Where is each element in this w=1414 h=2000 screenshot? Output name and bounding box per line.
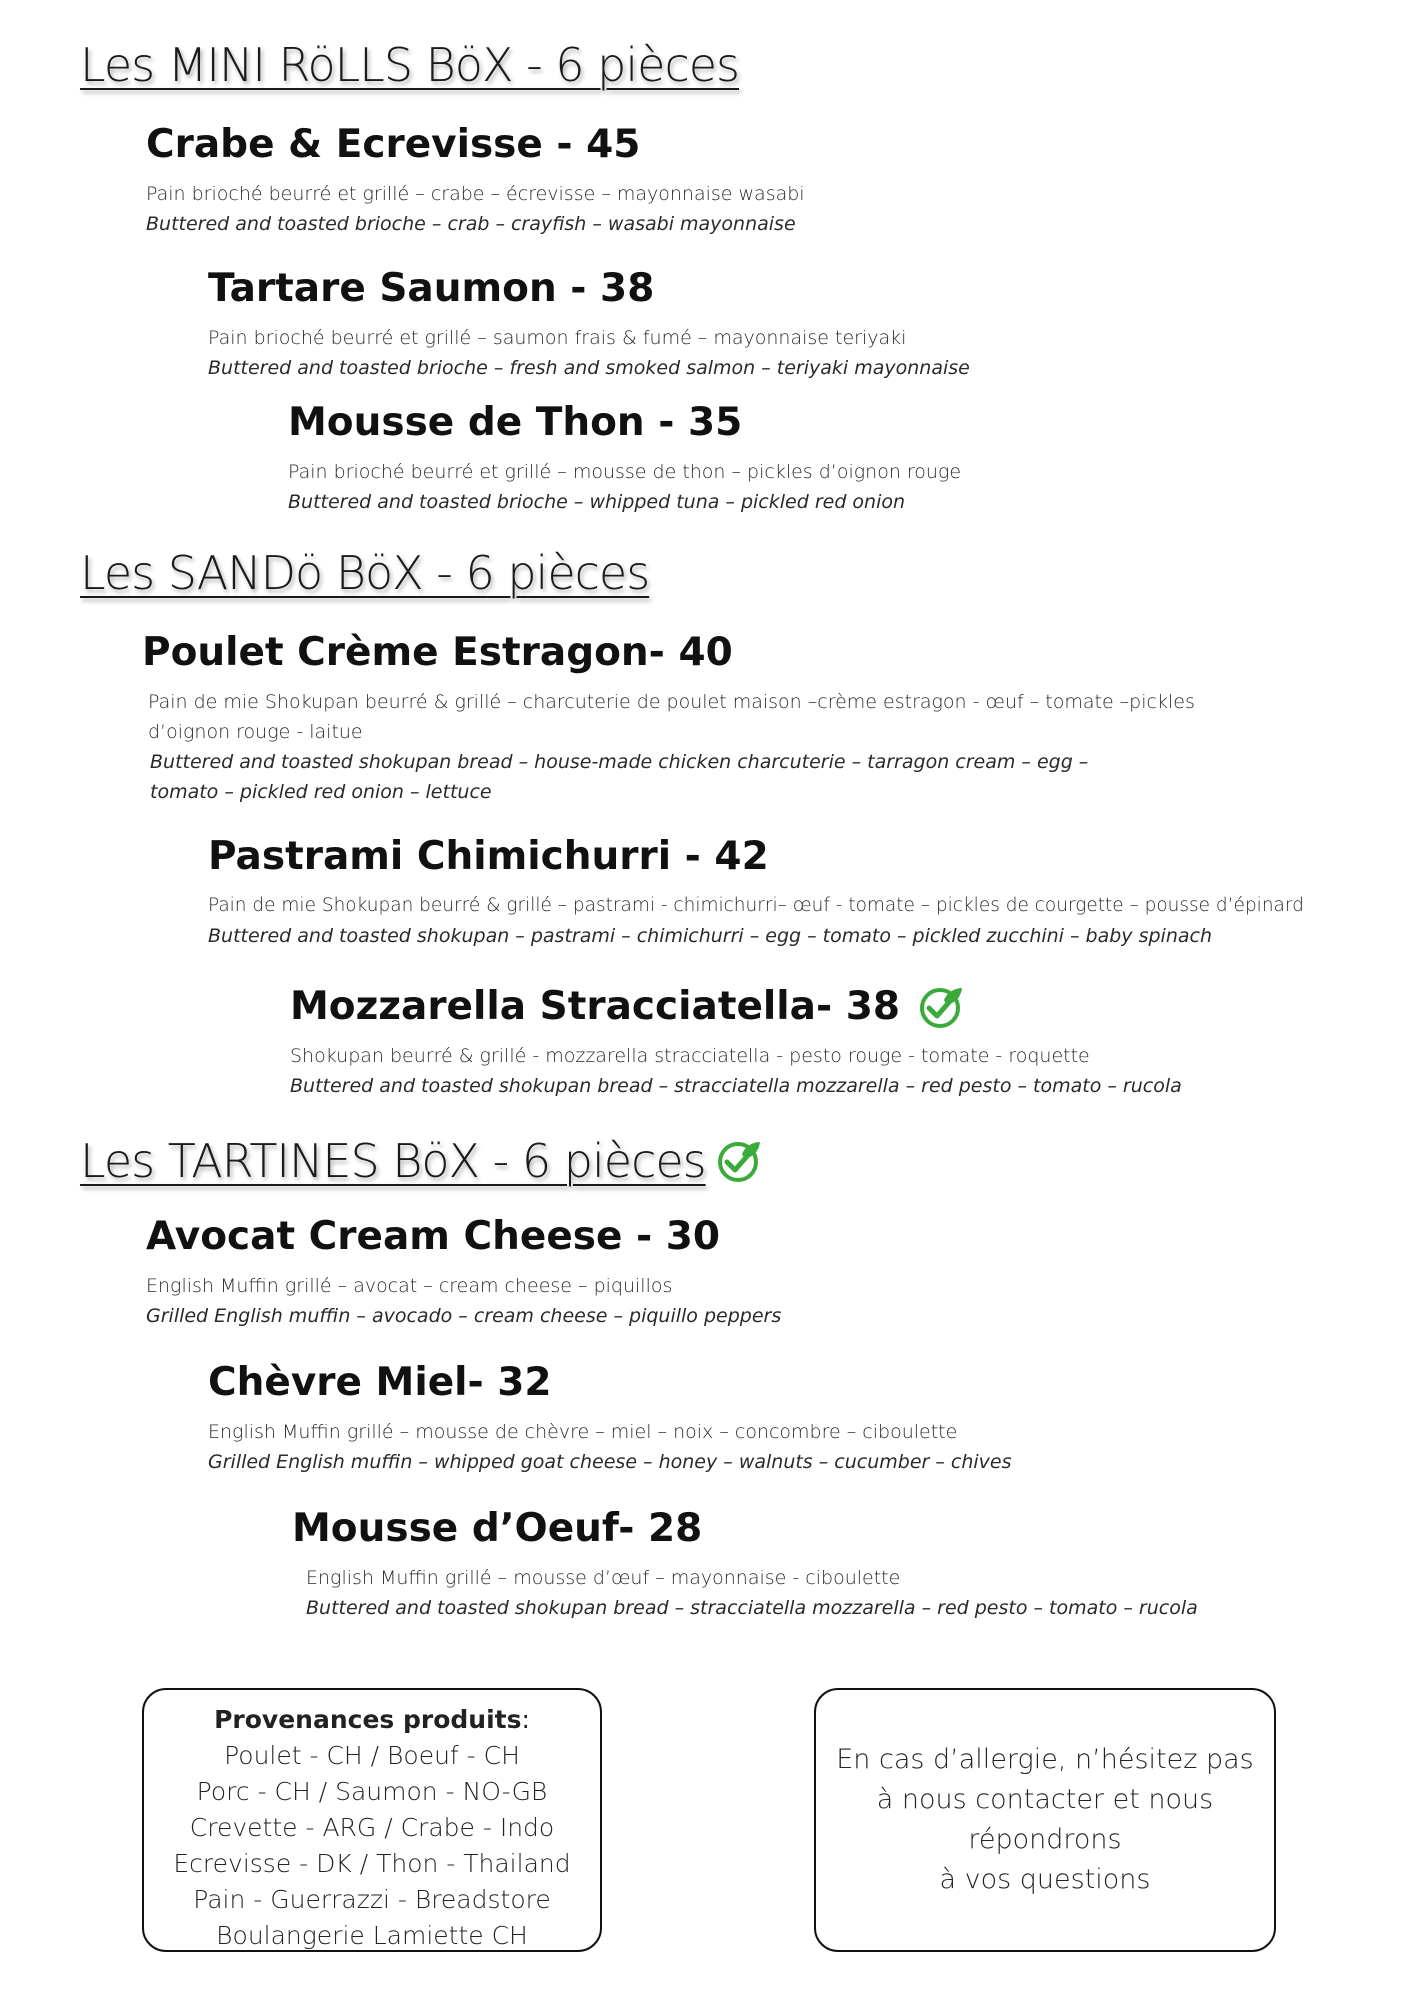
allergy-line: à vos questions	[939, 1864, 1151, 1895]
menu-item-poulet-creme-estragon	[142, 630, 1262, 807]
section-title-mini-rolls: Les MINI RöLLS BöX - 6 pièces	[80, 38, 740, 92]
menu-item-crabe-ecrevisse	[146, 122, 805, 239]
menu-item-mozzarella-stracciatella	[290, 984, 1182, 1101]
item-name: Tartare Saumon - 38	[208, 266, 655, 311]
provenance-heading-colon: :	[521, 1705, 530, 1734]
item-description-en: Grilled English muffin – whipped goat cheese – honey – walnuts – cucumber – chives	[208, 1450, 1012, 1473]
vegetarian-leaf-icon	[716, 1138, 762, 1184]
section-title-text: Les TARTINES BöX - 6 pièces	[80, 1134, 706, 1188]
menu-item-chevre-miel	[208, 1360, 1012, 1477]
item-name: Poulet Crème Estragon- 40	[142, 630, 733, 675]
allergy-line: à nous contacter et nous	[876, 1784, 1214, 1815]
item-description-fr: English Muffin grillé – mousse d’œuf – mayonnaise - ciboulette	[306, 1566, 901, 1589]
item-title	[208, 266, 970, 313]
provenance-line: Crevette - ARG / Crabe - Indo	[189, 1813, 555, 1842]
vegetarian-leaf-icon	[918, 984, 964, 1030]
item-description-fr: English Muffin grillé – mousse de chèvre – miel – noix – concombre – ciboulette	[208, 1420, 958, 1443]
item-title	[292, 1506, 1198, 1553]
provenance-heading	[144, 1702, 600, 1738]
item-description-fr: Pain brioché beurré et grillé – saumon frais & fumé – mayonnaise teriyaki	[208, 326, 907, 349]
item-title	[208, 834, 1304, 881]
menu-item-mousse-thon	[288, 400, 961, 517]
item-name: Chèvre Miel- 32	[208, 1360, 552, 1405]
provenance-line: Poulet - CH / Boeuf - CH	[224, 1741, 520, 1770]
provenance-line: Pain - Guerrazzi - Breadstore	[193, 1885, 551, 1914]
item-name: Mousse de Thon - 35	[288, 400, 743, 445]
provenance-line: Boulangerie Lamiette CH	[216, 1921, 528, 1950]
provenance-box	[142, 1688, 602, 1952]
item-title	[142, 630, 1262, 677]
menu-item-pastrami-chimichurri	[208, 834, 1304, 951]
allergy-box	[814, 1688, 1276, 1952]
menu-item-mousse-oeuf	[292, 1506, 1198, 1623]
item-description-fr: Pain de mie Shokupan beurré & grillé – pastrami - chimichurri– œuf - tomate – pickles de courgette – pousse d’épinard	[208, 894, 1304, 916]
item-description-en: Grilled English muffin – avocado – cream cheese – piquillo peppers	[146, 1304, 782, 1327]
allergy-line: répondrons	[968, 1824, 1122, 1855]
item-name: Avocat Cream Cheese - 30	[146, 1214, 721, 1259]
item-title	[146, 122, 805, 169]
item-description-fr: Shokupan beurré & grillé - mozzarella stracciatella - pesto rouge - tomate - roquette	[290, 1044, 1090, 1067]
item-name: Mousse d’Oeuf- 28	[292, 1506, 703, 1551]
item-description-en: Buttered and toasted shokupan – pastrami – chimichurri – egg – tomato – pickled zucchini – baby spinach	[208, 924, 1212, 947]
item-description-en: Buttered and toasted shokupan bread – stracciatella mozzarella – red pesto – tomato – rucola	[306, 1596, 1198, 1619]
section-title-tartines	[80, 1134, 762, 1188]
item-title	[290, 984, 1182, 1031]
item-name: Pastrami Chimichurri - 42	[208, 834, 769, 879]
item-description-en: Buttered and toasted shokupan bread – stracciatella mozzarella – red pesto – tomato – rucola	[290, 1074, 1182, 1097]
item-name: Mozzarella Stracciatella- 38	[290, 984, 901, 1029]
item-description-en: Buttered and toasted brioche – crab – crayfish – wasabi mayonnaise	[146, 212, 796, 235]
item-description-en: Buttered and toasted brioche – fresh and smoked salmon – teriyaki mayonnaise	[208, 356, 970, 379]
item-description-en: Buttered and toasted shokupan bread – house-made chicken charcuterie – tarragon cream – egg – tomato – pickled red onion – lettuce	[150, 750, 1089, 803]
menu-item-tartare-saumon	[208, 266, 970, 383]
item-description-en: Buttered and toasted brioche – whipped tuna – pickled red onion	[288, 490, 906, 513]
provenance-line: Porc - CH / Saumon - NO-GB	[196, 1777, 548, 1806]
allergy-line: En cas d’allergie, n’hésitez pas	[836, 1744, 1254, 1775]
provenance-heading-text: Provenances produits	[214, 1705, 522, 1734]
item-title	[288, 400, 961, 447]
menu-item-avocat-cream-cheese	[146, 1214, 781, 1331]
item-title	[146, 1214, 781, 1261]
section-title-sando: Les SANDö BöX - 6 pièces	[80, 546, 650, 600]
item-description-fr: English Muffin grillé – avocat – cream cheese – piquillos	[146, 1274, 673, 1297]
item-description-fr: Pain brioché beurré et grillé – crabe – écrevisse – mayonnaise wasabi	[146, 182, 805, 205]
item-name: Crabe & Ecrevisse - 45	[146, 122, 641, 167]
provenance-line: Ecrevisse - DK / Thon - Thailand	[173, 1849, 571, 1878]
item-description-fr: Pain brioché beurré et grillé – mousse de thon – pickles d’oignon rouge	[288, 460, 962, 483]
item-title	[208, 1360, 1012, 1407]
item-description-fr: Pain de mie Shokupan beurré & grillé – charcuterie de poulet maison –crème estragon - œuf – tomate –pickles d’oignon rouge - laitue	[148, 690, 1195, 743]
